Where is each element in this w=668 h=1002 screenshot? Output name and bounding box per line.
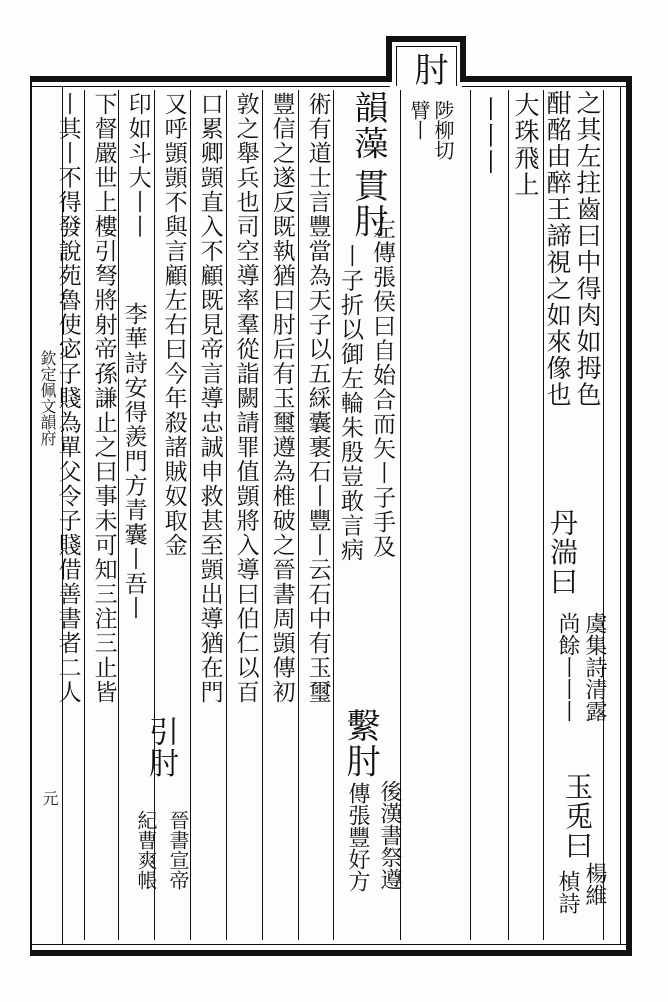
col-sep (470, 90, 471, 940)
heading-pron: 陟柳切 (431, 100, 455, 160)
col-sep (298, 90, 299, 940)
text-column-3a: 丹湍曰 (546, 508, 579, 597)
text-column-14a: 晉書宣帝 (166, 810, 190, 890)
text-column-3c: 尚餘丨丨丨 (555, 612, 580, 722)
entry-heading-1: 貫肘 (348, 168, 388, 239)
col-sep (84, 90, 85, 940)
text-column-15a: 印如斗大丨丨 (124, 92, 151, 239)
text-column-10: 豐信之遂反既執猶曰肘后有玉璽遵為椎破之晉書周顗傳初 (268, 92, 295, 705)
entry-heading-3: 引肘 (143, 716, 178, 779)
text-column-3d: 玉兎曰 (561, 772, 594, 861)
heading-char: 肘 (408, 52, 448, 88)
top-rule-right (462, 76, 632, 82)
text-column-3f: 楨詩 (555, 870, 580, 914)
tab-inner-top (396, 46, 457, 47)
text-column-4: 大珠飛上 (511, 92, 540, 198)
right-rule (626, 76, 632, 956)
text-column-13: 又呼顗顗不與言顧左右曰今年殺諸賊奴取金 (160, 92, 187, 558)
text-column-8a: 後漢書祭遵 (377, 780, 402, 890)
tab-inner-left (396, 46, 397, 86)
right-rule-thin (620, 86, 621, 944)
col-sep (333, 90, 334, 940)
text-column-3b: 虞集詩清露 (582, 612, 607, 722)
text-column-3e: 楊維 (582, 862, 607, 906)
text-column-1: 之其左拄齒曰中得肉如拇色 (573, 90, 602, 408)
heading-gloss: 臂丨 (407, 100, 431, 140)
text-column-12: 口累卿顗直入不顧既見帝言導忠誠申救甚至顗出導猶在門 (196, 92, 223, 705)
text-column-6: 左傳張侯曰自始合而矢丨子手及 (369, 216, 395, 559)
bottom-rule-thin (30, 944, 632, 945)
text-column-17: 丨其丨不得發說苑魯使宓子賤為單父令子賤借善書者二人 (54, 92, 81, 705)
col-sep (603, 90, 604, 940)
text-column-5: 丨丨丨 (475, 96, 504, 176)
top-rule (30, 76, 390, 82)
text-column-9: 術有道士言豐當為天子以五綵囊裹石丨豐丨云石中有玉璽 (304, 92, 331, 705)
section-heading: 韻藻 (348, 90, 388, 161)
text-column-16: 下督嚴世上樓引弩將射帝孫謙止之曰事未可知三注三止皆 (90, 92, 117, 705)
text-column-15b: 李華詩安得羨門方青囊丨吾丨 (120, 302, 147, 621)
text-column-14b: 紀曹爽帳 (134, 810, 158, 890)
margin-title: 欽定佩文韻府 (38, 350, 57, 446)
entry-heading-2: 繫肘 (340, 708, 380, 779)
tab-top (386, 36, 466, 42)
col-sep (226, 90, 227, 940)
text-column-11: 敦之舉兵也司空導率羣從詣闕請罪值顗將入導曰伯仁以百 (232, 92, 259, 705)
tab-left (386, 36, 392, 82)
tab-right (460, 36, 466, 82)
col-sep (190, 90, 191, 940)
bottom-rule (30, 950, 632, 956)
col-sep (262, 90, 263, 940)
tab-inner-right (456, 46, 457, 86)
margin-page: 元 (40, 790, 59, 806)
top-rule-right-thin (462, 86, 632, 87)
text-column-2: 酣酩由醉王諦視之如來像也 (543, 90, 572, 408)
left-rule (30, 76, 32, 956)
text-column-7: 丨子折以御左輪朱殷豈敢言病 (337, 244, 363, 563)
col-sep (508, 90, 509, 940)
top-rule-thin (30, 86, 390, 87)
text-column-8b: 傳張豐好方 (345, 782, 370, 892)
